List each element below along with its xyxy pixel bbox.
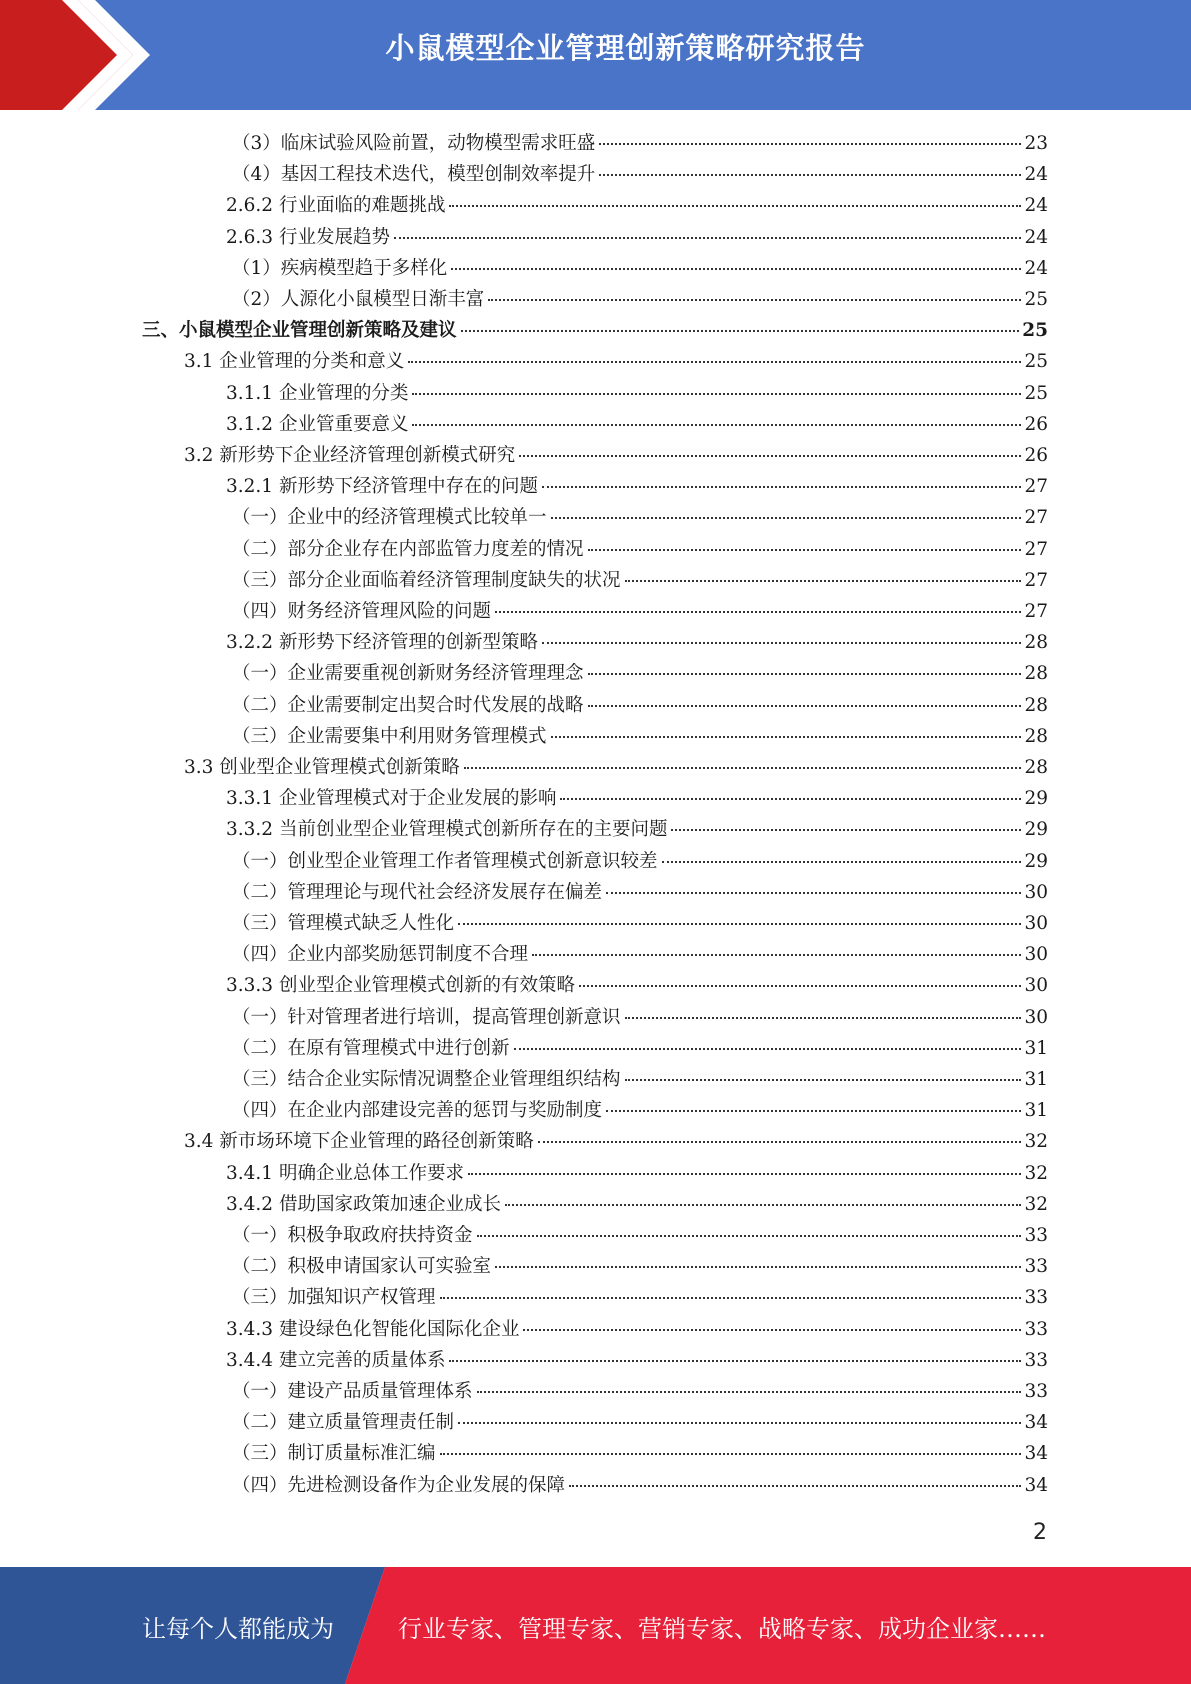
toc-entry-label: （三）部分企业面临着经济管理制度缺失的状况: [232, 569, 621, 591]
toc-entry[interactable]: [142, 315, 1048, 346]
toc-entry[interactable]: [232, 721, 1048, 752]
toc-leader-dots: [464, 767, 1022, 769]
toc-entry[interactable]: [232, 159, 1048, 190]
toc-entry-page: 24: [1024, 164, 1048, 186]
toc-entry[interactable]: [232, 939, 1048, 970]
toc-entry[interactable]: [232, 1220, 1048, 1251]
toc-entry[interactable]: [184, 346, 1048, 377]
toc-entry[interactable]: [226, 190, 1048, 221]
toc-leader-dots: [606, 1110, 1021, 1112]
toc-entry-label: （二）在原有管理模式中进行创新: [232, 1037, 510, 1059]
toc-leader-dots: [461, 330, 1020, 332]
toc-entry[interactable]: [232, 502, 1048, 533]
toc-leader-dots: [542, 486, 1021, 488]
toc-entry[interactable]: [226, 471, 1048, 502]
toc-entry-page: 28: [1024, 757, 1048, 778]
toc-entry[interactable]: [232, 1064, 1048, 1095]
toc-entry-page: 30: [1024, 975, 1048, 997]
toc-entry[interactable]: [226, 1158, 1048, 1189]
toc-entry[interactable]: [226, 1345, 1048, 1376]
toc-entry-page: 33: [1024, 1381, 1048, 1402]
toc-entry[interactable]: [232, 1095, 1048, 1126]
toc-leader-dots: [523, 1329, 1021, 1331]
toc-leader-dots: [538, 1141, 1022, 1143]
toc-entry[interactable]: [226, 783, 1048, 814]
toc-entry-page: 26: [1024, 413, 1048, 435]
toc-leader-dots: [440, 1297, 1022, 1299]
toc-entry-label: （1）疾病模型趋于多样化: [232, 257, 448, 279]
toc-leader-dots: [588, 549, 1022, 551]
toc-entry[interactable]: [184, 440, 1048, 471]
toc-entry-label: （二）管理理论与现代社会经济发展存在偏差: [232, 881, 603, 903]
toc-entry-label: （四）在企业内部建设完善的惩罚与奖励制度: [232, 1100, 603, 1122]
toc-leader-dots: [488, 299, 1021, 301]
toc-entry[interactable]: [232, 253, 1048, 284]
toc-entry[interactable]: [226, 1189, 1048, 1220]
toc-entry-label: 3.4 新市场环境下企业管理的路径创新策略: [184, 1131, 534, 1153]
toc-entry-page: 31: [1024, 1100, 1048, 1122]
document-title: 小鼠模型企业管理创新策略研究报告: [385, 31, 866, 65]
toc-leader-dots: [412, 424, 1021, 426]
toc-leader-dots: [495, 611, 1021, 613]
toc-entry[interactable]: [232, 877, 1048, 908]
toc-entry-label: （三）结合企业实际情况调整企业管理组织结构: [232, 1069, 621, 1090]
toc-leader-dots: [671, 829, 1021, 831]
toc-entry-label: 3.4.2 借助国家政策加速企业成长: [226, 1193, 501, 1215]
toc-entry[interactable]: [226, 814, 1048, 845]
toc-entry-label: 3.2.2 新形势下经济管理的创新型策略: [226, 632, 538, 654]
toc-leader-dots: [625, 1079, 1022, 1081]
toc-entry[interactable]: [232, 565, 1048, 596]
toc-entry-label: （一）创业型企业管理工作者管理模式创新意识较差: [232, 850, 658, 872]
toc-entry-page: 34: [1024, 1474, 1048, 1496]
toc-entry-page: 29: [1024, 819, 1048, 841]
toc-entry-label: （二）企业需要制定出契合时代发展的战略: [232, 694, 584, 716]
toc-leader-dots: [606, 892, 1021, 894]
toc-entry-page: 28: [1024, 663, 1048, 685]
toc-leader-dots: [532, 954, 1021, 956]
toc-entry-page: 26: [1024, 445, 1048, 466]
toc-entry-label: 3.3.1 企业管理模式对于企业发展的影响: [226, 788, 557, 810]
toc-entry[interactable]: [232, 128, 1048, 159]
toc-entry-page: 25: [1024, 382, 1048, 404]
toc-entry-label: （三）管理模式缺乏人性化: [232, 913, 455, 934]
toc-entry-page: 27: [1024, 507, 1048, 529]
toc-leader-dots: [451, 268, 1021, 270]
toc-entry[interactable]: [226, 1314, 1048, 1345]
toc-entry-label: （一）建设产品质量管理体系: [232, 1381, 473, 1402]
toc-leader-dots: [449, 205, 1021, 207]
toc-entry-label: （二）建立质量管理责任制: [232, 1412, 455, 1434]
toc-entry-label: （四）企业内部奖励惩罚制度不合理: [232, 944, 529, 966]
toc-entry-label: （三）制订质量标准汇编: [232, 1443, 436, 1465]
footer-slogan-left: 让每个人都能成为: [142, 1615, 334, 1643]
toc-leader-dots: [569, 1485, 1021, 1487]
toc-entry-label: （4）基因工程技术迭代，模型创制效率提升: [232, 164, 596, 186]
toc-entry-page: 33: [1024, 1349, 1048, 1371]
toc-entry[interactable]: [232, 284, 1048, 315]
toc-entry-page: 25: [1024, 289, 1048, 310]
toc-entry-page: 28: [1024, 725, 1048, 747]
toc-entry-label: （三）加强知识产权管理: [232, 1287, 436, 1309]
toc-entry-label: 3.3 创业型企业管理模式创新策略: [184, 757, 460, 778]
toc-entry-label: 三、小鼠模型企业管理创新策略及建议: [142, 320, 457, 342]
toc-entry-label: （一）针对管理者进行培训，提高管理创新意识: [232, 1006, 621, 1028]
toc-leader-dots: [440, 1453, 1022, 1455]
toc-entry[interactable]: [232, 1470, 1048, 1501]
toc-entry-page: 33: [1024, 1287, 1048, 1309]
toc-entry-label: 2.6.2 行业面临的难题挑战: [226, 195, 446, 217]
toc-entry-label: 3.3.3 创业型企业管理模式创新的有效策略: [226, 975, 575, 997]
toc-entry-label: （2）人源化小鼠模型日渐丰富: [232, 289, 485, 310]
toc-leader-dots: [588, 673, 1022, 675]
toc-entry-page: 30: [1024, 881, 1048, 903]
toc-entry-page: 27: [1024, 476, 1048, 498]
toc-entry-label: （3）临床试验风险前置，动物模型需求旺盛: [232, 133, 596, 154]
toc-entry-label: 3.1.1 企业管理的分类: [226, 382, 409, 404]
toc-entry-label: 3.2.1 新形势下经济管理中存在的问题: [226, 476, 538, 498]
toc-entry[interactable]: [226, 627, 1048, 658]
toc-entry[interactable]: [232, 1251, 1048, 1282]
toc-entry-page: 33: [1024, 1225, 1048, 1246]
toc-entry-page: 32: [1024, 1131, 1048, 1153]
toc-entry[interactable]: [232, 658, 1048, 689]
toc-entry[interactable]: [226, 409, 1048, 440]
toc-entry-page: 25: [1024, 351, 1048, 373]
toc-entry[interactable]: [232, 534, 1048, 565]
toc-entry[interactable]: [226, 378, 1048, 409]
toc-entry-label: 3.1.2 企业管重要意义: [226, 413, 409, 435]
page-number: 2: [1033, 1520, 1047, 1545]
toc-entry-label: （四）先进检测设备作为企业发展的保障: [232, 1474, 566, 1496]
toc-entry-page: 28: [1024, 694, 1048, 716]
toc-entry-label: 3.1 企业管理的分类和意义: [184, 351, 405, 373]
toc-entry-label: 2.6.3 行业发展趋势: [226, 226, 390, 248]
toc-entry-page: 24: [1024, 226, 1048, 248]
toc-leader-dots: [495, 1266, 1021, 1268]
toc-entry-label: （一）企业中的经济管理模式比较单一: [232, 507, 547, 529]
toc-entry-label: 3.4.3 建设绿色化智能化国际化企业: [226, 1318, 520, 1340]
toc-entry[interactable]: [232, 908, 1048, 939]
toc-entry[interactable]: [232, 1407, 1048, 1438]
toc-entry-label: 3.3.2 当前创业型企业管理模式创新所存在的主要问题: [226, 819, 668, 841]
toc-entry-page: 34: [1024, 1412, 1048, 1434]
toc-entry-page: 24: [1024, 257, 1048, 279]
toc-entry-page: 27: [1024, 601, 1048, 622]
toc-entry-page: 31: [1024, 1037, 1048, 1059]
toc-entry[interactable]: [232, 1376, 1048, 1407]
toc-entry-page: 25: [1022, 320, 1048, 342]
toc-entry[interactable]: [232, 690, 1048, 721]
toc-entry-page: 27: [1024, 569, 1048, 591]
footer-slogan-right: 行业专家、管理专家、营销专家、战略专家、成功企业家……: [398, 1615, 1046, 1643]
toc-entry-label: 3.4.1 明确企业总体工作要求: [226, 1162, 464, 1184]
toc-leader-dots: [599, 143, 1021, 145]
toc-entry-page: 27: [1024, 538, 1048, 560]
toc-entry-page: 34: [1024, 1443, 1048, 1465]
toc-leader-dots: [514, 1048, 1022, 1050]
toc-entry-page: 30: [1024, 1006, 1048, 1028]
toc-leader-dots: [394, 237, 1021, 239]
toc-entry-page: 32: [1024, 1193, 1048, 1215]
toc-leader-dots: [560, 798, 1021, 800]
toc-leader-dots: [662, 861, 1022, 863]
toc-leader-dots: [505, 1204, 1021, 1206]
toc-entry[interactable]: [232, 596, 1048, 627]
toc-leader-dots: [468, 1173, 1021, 1175]
toc-entry-page: 24: [1024, 195, 1048, 217]
toc-leader-dots: [477, 1235, 1022, 1237]
toc-entry[interactable]: [226, 970, 1048, 1001]
toc-entry-label: 3.4.4 建立完善的质量体系: [226, 1349, 446, 1371]
toc-leader-dots: [625, 580, 1022, 582]
toc-entry[interactable]: [232, 846, 1048, 877]
toc-leader-dots: [477, 1391, 1022, 1393]
toc-entry-page: 30: [1024, 913, 1048, 934]
toc-entry-page: 32: [1024, 1162, 1048, 1184]
toc-leader-dots: [625, 1017, 1022, 1019]
toc-entry[interactable]: [232, 1282, 1048, 1313]
toc-entry[interactable]: [232, 1438, 1048, 1469]
toc-entry-page: 33: [1024, 1256, 1048, 1278]
toc-leader-dots: [408, 361, 1021, 363]
toc-entry[interactable]: [184, 752, 1048, 783]
toc-entry[interactable]: [184, 1126, 1048, 1157]
page-header: [0, 0, 1191, 110]
toc-leader-dots: [599, 174, 1021, 176]
toc-leader-dots: [551, 517, 1022, 519]
toc-leader-dots: [519, 455, 1021, 457]
toc-entry-label: （三）企业需要集中利用财务管理模式: [232, 725, 547, 747]
toc-entry-page: 28: [1024, 632, 1048, 654]
toc-entry-page: 31: [1024, 1069, 1048, 1090]
toc-leader-dots: [449, 1360, 1021, 1362]
toc-entry-label: （四）财务经济管理风险的问题: [232, 601, 492, 622]
toc-entry-label: （二）部分企业存在内部监管力度差的情况: [232, 538, 584, 560]
toc-entry-page: 23: [1024, 133, 1048, 154]
page-footer: [0, 1567, 1191, 1684]
toc-entry-page: 30: [1024, 944, 1048, 966]
toc-entry-label: （一）企业需要重视创新财务经济管理理念: [232, 663, 584, 685]
toc-leader-dots: [551, 736, 1022, 738]
toc-entry-label: （一）积极争取政府扶持资金: [232, 1225, 473, 1246]
toc-leader-dots: [588, 705, 1022, 707]
toc-leader-dots: [458, 1422, 1021, 1424]
toc-leader-dots: [458, 923, 1021, 925]
toc-leader-dots: [412, 393, 1021, 395]
toc-entry[interactable]: [232, 1002, 1048, 1033]
toc-entry[interactable]: [232, 1033, 1048, 1064]
toc-leader-dots: [542, 642, 1021, 644]
toc-entry-page: 33: [1024, 1318, 1048, 1340]
toc-entry-label: 3.2 新形势下企业经济管理创新模式研究: [184, 445, 516, 466]
toc-entry-page: 29: [1024, 850, 1048, 872]
toc-entry-label: （二）积极申请国家认可实验室: [232, 1256, 492, 1278]
toc-entry[interactable]: [226, 222, 1048, 253]
toc-entry-page: 29: [1024, 788, 1048, 810]
toc-leader-dots: [579, 985, 1021, 987]
